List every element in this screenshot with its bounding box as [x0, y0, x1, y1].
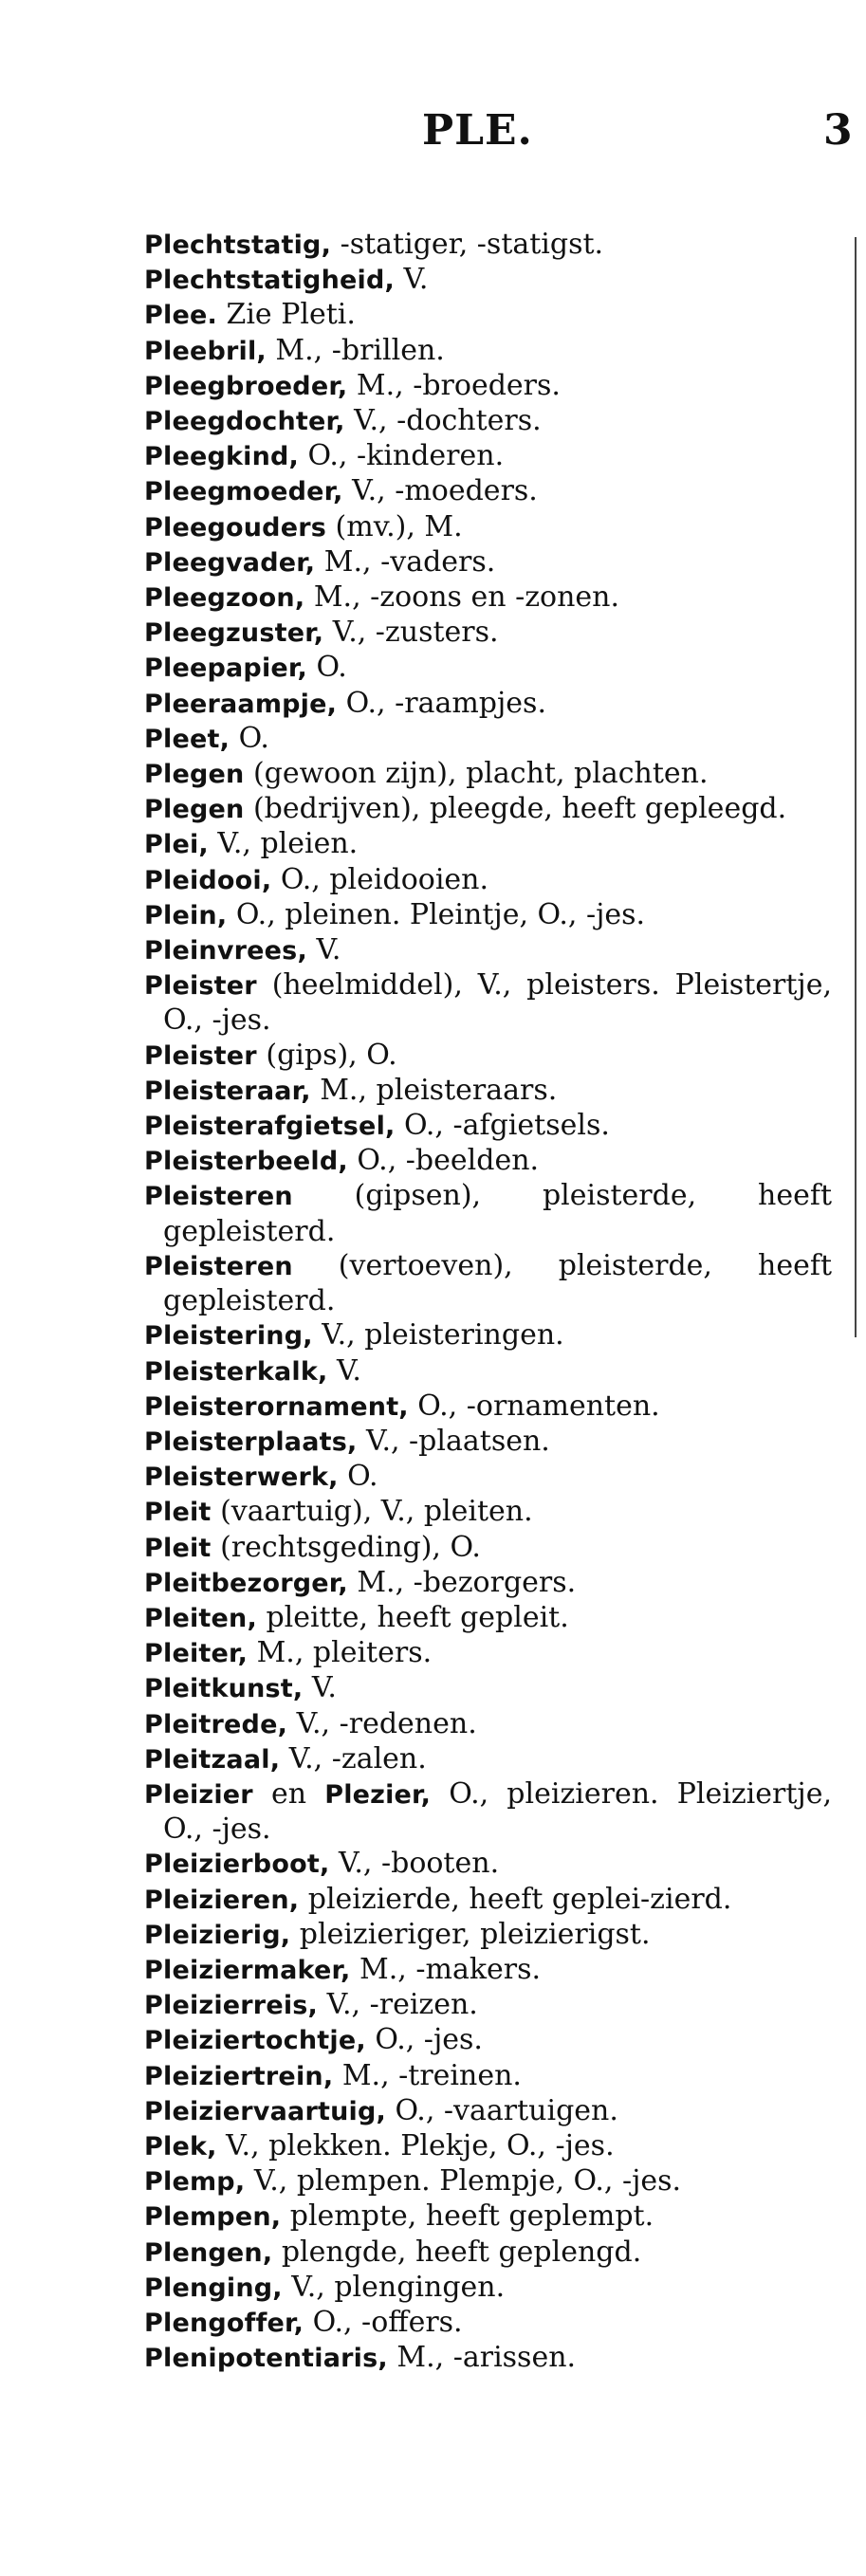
entry-headword: Plee.: [144, 301, 217, 331]
dictionary-entry: [144, 651, 832, 686]
entry-definition: Zie Pleti.: [216, 298, 356, 332]
dictionary-entry: [144, 616, 832, 651]
dictionary-entry: [144, 1601, 832, 1636]
dictionary-entry: [144, 404, 832, 439]
dictionary-entry: [144, 334, 832, 369]
entry-headword: Pleepapier,: [144, 653, 307, 684]
entry-headword: Pleisterwerk,: [144, 1463, 339, 1493]
entry-headword: Pleisterornament,: [144, 1391, 409, 1422]
entry-headword: Pleizieren,: [144, 1885, 300, 1915]
entry-headword: Pleegbroeder,: [144, 371, 348, 401]
dictionary-entry: [144, 1109, 832, 1144]
entry-definition: V., plekken. Plekje, O., -jes.: [216, 2128, 615, 2162]
entry-headword-variant: Plezier,: [324, 1779, 432, 1810]
dictionary-entry: [144, 2094, 832, 2129]
entry-headword: Pleizierboot,: [144, 1849, 330, 1880]
entry-definition: V., pleisteringen.: [312, 1318, 564, 1352]
entry-headword: Pleisterplaats,: [144, 1426, 358, 1457]
entry-definition: (gips), O.: [256, 1038, 397, 1072]
entry-headword: Pleegouders: [144, 512, 326, 543]
dictionary-entry: [144, 722, 832, 757]
entry-headword: Plempen,: [144, 2202, 282, 2233]
dictionary-entry: [144, 1918, 832, 1953]
entry-definition: M., -treinen.: [333, 2058, 522, 2092]
entry-definition: M., pleiters.: [248, 1636, 433, 1670]
entry-headword: Plegen: [144, 760, 245, 790]
entry-definition: V., pleien.: [208, 827, 359, 861]
entry-definition: V., -redenen.: [287, 1706, 477, 1740]
running-head: PLE.: [422, 106, 533, 155]
dictionary-entry: [144, 474, 832, 509]
dictionary-entry: [144, 792, 832, 827]
entry-headword: Pleidooi,: [144, 865, 272, 895]
entry-definition: O.: [306, 651, 347, 685]
entry-definition: -statiger, -statigst.: [331, 228, 604, 261]
entry-definition: M., -broeders.: [347, 368, 561, 402]
dictionary-entry: [144, 1460, 832, 1495]
entry-definition: plempte, heeft geplempt.: [281, 2199, 654, 2234]
dictionary-entry: [144, 2271, 832, 2306]
dictionary-entry: [144, 933, 832, 968]
dictionary-entry: [144, 1742, 832, 1777]
entry-definition: O., pleinen. Pleintje, O., -jes.: [227, 897, 646, 931]
entry-definition: V.: [306, 933, 341, 967]
entry-headword: Plei,: [144, 830, 209, 860]
entry-headword: Plemp,: [144, 2167, 246, 2198]
entry-definition: M., pleisteraars.: [310, 1073, 558, 1107]
dictionary-entry: [144, 2341, 832, 2376]
entry-headword: Pleisteren: [144, 1182, 293, 1212]
entry-headword: Pleisteraar,: [144, 1076, 311, 1106]
entry-definition: O., -raampjes.: [337, 686, 546, 720]
dictionary-entry: [144, 1389, 832, 1425]
dictionary-entry: [144, 863, 832, 898]
dictionary-entry: [144, 2164, 832, 2199]
dictionary-entry: [144, 1318, 832, 1353]
entry-headword: Pleistering,: [144, 1321, 313, 1352]
dictionary-entry: [144, 1777, 832, 1847]
margin-rule: [855, 237, 857, 1337]
dictionary-entry: [144, 1636, 832, 1671]
entry-headword: Pleister: [144, 1040, 257, 1071]
dictionary-entries: [144, 228, 832, 2376]
entry-definition: O., -offers.: [304, 2305, 463, 2339]
entry-definition: plengde, heeft geplengd.: [272, 2235, 642, 2269]
entry-definition-continued: O., pleizieren. Pleiziertje, O., -jes.: [163, 1776, 832, 1847]
entry-definition: M., -brillen.: [266, 333, 445, 367]
entry-headword: Pleisterkalk,: [144, 1356, 328, 1387]
entry-headword: Pleinvrees,: [144, 936, 307, 966]
entry-definition: M., -vaders.: [315, 544, 496, 579]
entry-headword: Pleegdochter,: [144, 407, 345, 437]
entry-definition: (gewoon zijn), placht, plachten.: [244, 757, 709, 791]
entry-definition: V.: [303, 1671, 337, 1705]
entry-definition: O., -ornamenten.: [408, 1389, 660, 1423]
entry-definition: V., plengingen.: [282, 2270, 506, 2304]
entry-definition: V., -moeders.: [342, 474, 538, 508]
dictionary-entry: [144, 1495, 832, 1530]
entry-headword: Plechtstatigheid,: [144, 266, 395, 296]
dictionary-entry: [144, 687, 832, 722]
dictionary-entry: [144, 369, 832, 404]
dictionary-entry: [144, 439, 832, 474]
entry-definition: O., -beelden.: [347, 1144, 540, 1178]
page-header: [0, 106, 866, 163]
entry-headword: Pleisteren: [144, 1251, 293, 1281]
dictionary-entry: [144, 1847, 832, 1882]
entry-definition: V., -zalen.: [280, 1741, 427, 1776]
entry-definition: M., -arissen.: [387, 2341, 577, 2375]
entry-headword: Pleitkunst,: [144, 1674, 304, 1704]
entry-headword: Pleitrede,: [144, 1709, 288, 1739]
dictionary-entry: [144, 1566, 832, 1601]
entry-definition: M., -bezorgers.: [347, 1565, 577, 1599]
entry-definition: O.: [230, 721, 269, 755]
entry-headword: Pleizierreis,: [144, 1991, 319, 2021]
entry-headword: Pleizierig,: [144, 1920, 291, 1950]
dictionary-entry: [144, 510, 832, 545]
entry-definition: O., -vaartuigen.: [385, 2093, 618, 2127]
dictionary-entry: [144, 2199, 832, 2235]
entry-headword: Pleegvader,: [144, 547, 316, 578]
dictionary-entry: [144, 1074, 832, 1109]
entry-headword: Plenging,: [144, 2272, 283, 2303]
entry-headword: Plegen: [144, 795, 245, 825]
entry-headword: Pleet,: [144, 724, 230, 754]
entry-definition: M., -makers.: [350, 1952, 542, 1986]
dictionary-entry: [144, 2129, 832, 2164]
entry-headword: Pleebril,: [144, 336, 267, 366]
dictionary-entry: [144, 968, 832, 1038]
entry-definition: M., -zoons en -zonen.: [304, 580, 620, 615]
entry-headword: Plein,: [144, 900, 228, 930]
entry-definition: O., -kinderen.: [299, 439, 505, 473]
entry-definition: V.: [394, 263, 429, 297]
entry-definition: V.: [327, 1353, 361, 1388]
entry-definition: (heelmiddel), V., pleisters. Pleistertje, O., -jes.: [163, 968, 832, 1038]
entry-headword: Pleegmoeder,: [144, 477, 343, 507]
entry-definition: (gipsen), pleisterde, heeft gepleisterd.: [163, 1179, 832, 1248]
entry-definition: O.: [338, 1460, 378, 1494]
entry-headword: Pleitbezorger,: [144, 1568, 348, 1598]
dictionary-entry: [144, 1883, 832, 1918]
dictionary-entry: [144, 1179, 832, 1248]
entry-headword: Pleiter,: [144, 1639, 249, 1669]
entry-definition: pleizieriger, pleizierigst.: [290, 1917, 651, 1951]
dictionary-entry: [144, 263, 832, 298]
entry-definition: V., -dochters.: [344, 404, 542, 438]
entry-definition: O., -afgietsels.: [395, 1109, 610, 1143]
dictionary-entry: [144, 1425, 832, 1460]
entry-definition: O., -jes.: [365, 2023, 483, 2057]
entry-definition: (bedrijven), pleegde, heeft gepleegd.: [244, 792, 787, 826]
entry-definition: V., -booten.: [329, 1847, 500, 1881]
entry-definition: V., plempen. Plempje, O., -jes.: [245, 2164, 682, 2199]
entry-headword: Plek,: [144, 2131, 217, 2162]
entry-headword: Pleit: [144, 1533, 212, 1563]
entry-definition: pleitte, heeft gepleit.: [256, 1600, 569, 1634]
dictionary-entry: [144, 2023, 832, 2058]
entry-definition: (mv.), M.: [326, 509, 463, 543]
dictionary-entry: [144, 2306, 832, 2341]
entry-headword: Pleitzaal,: [144, 1744, 281, 1775]
entry-definition: V., -reizen.: [318, 1988, 478, 2022]
dictionary-entry: [144, 1354, 832, 1389]
entry-headword: Pleiten,: [144, 1603, 257, 1633]
dictionary-entry: [144, 1039, 832, 1074]
entry-headword: Plengen,: [144, 2237, 273, 2268]
entry-headword: Pleegzoon,: [144, 583, 305, 614]
entry-headword: Pleiziermaker,: [144, 1955, 351, 1985]
dictionary-entry: [144, 1988, 832, 2023]
dictionary-entry: [144, 2059, 832, 2094]
entry-definition: V., -plaatsen.: [357, 1424, 550, 1458]
entry-definition: pleizierde, heeft geplei-zierd.: [299, 1882, 732, 1916]
entry-definition: en: [252, 1776, 325, 1811]
entry-headword: Pleisterbeeld,: [144, 1147, 348, 1177]
entry-headword: Pleisterafgietsel,: [144, 1112, 396, 1142]
dictionary-entry: [144, 1953, 832, 1988]
dictionary-entry: [144, 1707, 832, 1742]
dictionary-entry: [144, 1249, 832, 1318]
entry-headword: Pleiziertrein,: [144, 2061, 334, 2091]
dictionary-entry: [144, 898, 832, 933]
dictionary-entry: [144, 2236, 832, 2271]
entry-headword: Pleit: [144, 1498, 212, 1528]
entry-headword: Pleegzuster,: [144, 618, 324, 649]
entry-headword: Pleiziertochtje,: [144, 2026, 366, 2056]
entry-definition: (vaartuig), V., pleiten.: [211, 1495, 533, 1529]
entry-definition: V., -zusters.: [323, 616, 499, 650]
entry-headword: Plengoffer,: [144, 2308, 304, 2338]
dictionary-entry: [144, 228, 832, 263]
dictionary-entry: [144, 827, 832, 862]
dictionary-entry: [144, 298, 832, 333]
entry-definition: (vertoeven), pleisterde, heeft gepleisterd.: [163, 1248, 832, 1318]
dictionary-entry: [144, 1144, 832, 1179]
entry-headword: Pleeraampje,: [144, 689, 338, 719]
entry-headword: Plenipotentiaris,: [144, 2344, 388, 2374]
entry-headword: Pleegkind,: [144, 442, 300, 472]
dictionary-entry: [144, 1531, 832, 1566]
entry-headword: Plechtstatig,: [144, 230, 332, 260]
page-number: 3: [823, 106, 853, 155]
entry-headword: Pleister: [144, 971, 257, 1002]
dictionary-entry: [144, 757, 832, 792]
entry-definition: (rechtsgeding), O.: [211, 1530, 481, 1564]
entry-definition: O., pleidooien.: [271, 862, 489, 896]
entry-headword: Pleiziervaartuig,: [144, 2096, 386, 2126]
dictionary-entry: [144, 1671, 832, 1706]
dictionary-entry: [144, 545, 832, 580]
dictionary-entry: [144, 580, 832, 616]
entry-headword: Pleizier: [144, 1779, 253, 1810]
